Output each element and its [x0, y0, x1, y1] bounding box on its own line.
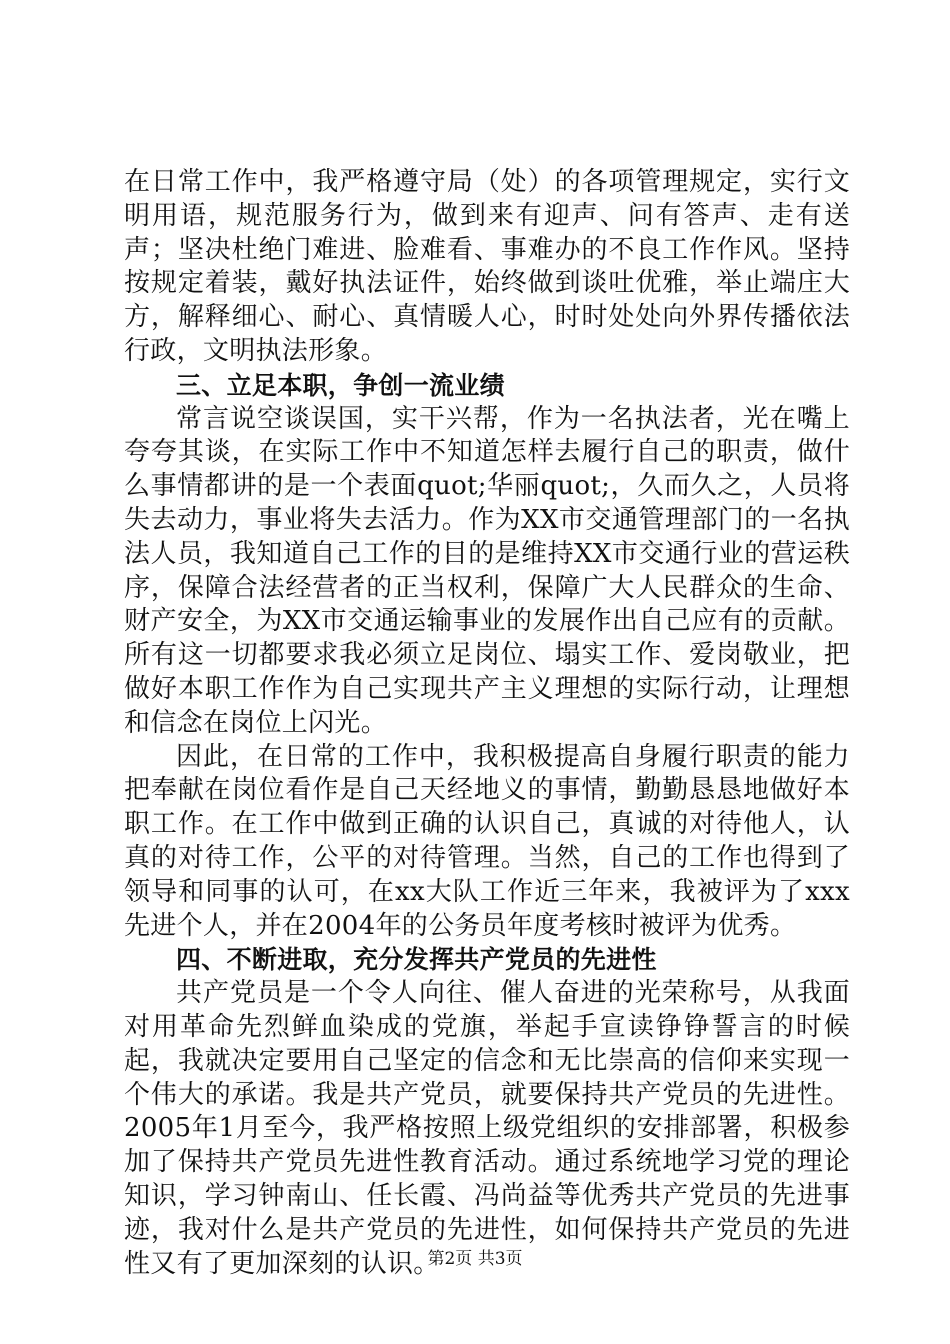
section-heading: 四、不断进取，充分发挥共产党员的先进性 [176, 945, 657, 975]
section-heading: 三、立足本职，争创一流业绩 [176, 370, 505, 400]
page-footer: 第2页 共3页 [427, 1249, 523, 1269]
document-body [124, 166, 850, 1281]
paragraph: 在日常工作中，我严格遵守局（处）的各项管理规定，实行文明用语，规范服务行为，做到来有迎声、问有答声、走有送声；坚决杜绝门难进、脸难看、事难办的不良工作作风。坚持按规定着装，戴好执法证件，始终做到谈吐优雅，举止端庄大方，解释细心、耐心、真情暖人心，时时处处向外界传播依法行政，文明执法形象。 [124, 167, 850, 366]
paragraph: 因此，在日常的工作中，我积极提高自身履行职责的能力把奉献在岗位看作是自己天经地义的事情，勤勤恳恳地做好本职工作。在工作中做到正确的认识自己，真诚的对待他人，认真的对待工作，公平的对待管理。当然，自己的工作也得到了领导和同事的认可，在xx大队工作近三年来，我被评为了xxx先进个人，并在2004年的公务员年度考核时被评为优秀。 [124, 741, 850, 941]
paragraph: 常言说空谈误国，实干兴帮，作为一名执法者，光在嘴上夸夸其谈，在实际工作中不知道怎样去履行自己的职责，做什么事情都讲的是一个表面quot;华丽quot;，久而久之，人员将失去动力，事业将失去活力。作为XX市交通管理部门的一名执法人员，我知道自己工作的目的是维持XX市交通行业的营运秩序，保障合法经营者的正当权利，保障广大人民群众的生命、财产安全，为XX市交通运输事业的发展作出自己应有的贡献。所有这一切都要求我必须立足岗位、塌实工作、爱岗敬业，把做好本职工作作为自己实现共产主义理想的实际行动，让理想和信念在岗位上闪光。 [124, 403, 850, 738]
paragraph: 共产党员是一个令人向往、催人奋进的光荣称号，从我面对用革命先烈鲜血染成的党旗，举起手宣读铮铮誓言的时候起，我就决定要用自己坚定的信念和无比崇高的信仰来实现一个伟大的承诺。我是共产党员，就要保持共产党员的先进性。2005年1月至今，我严格按照上级党组织的安排部署，积极参加了保持共产党员先进性教育活动。通过系统地学习党的理论知识，学习钟南山、任长霞、冯尚益等优秀共产党员的先进事迹，我对什么是共产党员的先进性，如何保持共产党员的先进性又有了更加深刻的认识。 [124, 978, 850, 1279]
